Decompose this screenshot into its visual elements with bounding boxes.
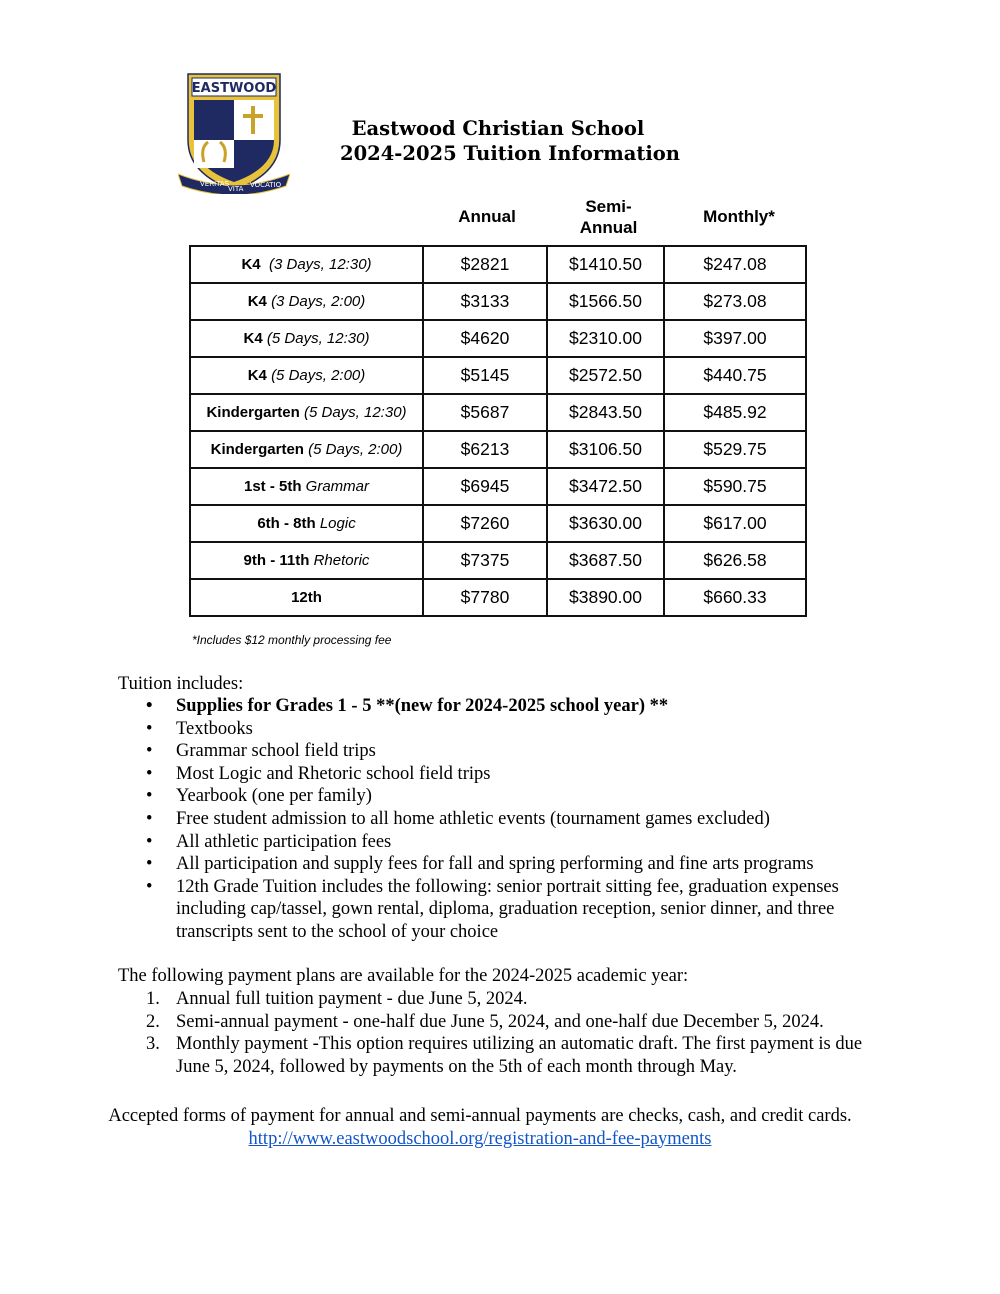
grade-level-cell	[190, 505, 423, 542]
annual-cell: $7260	[423, 505, 547, 542]
annual-cell: $6945	[423, 468, 547, 505]
annual-cell: $4620	[423, 320, 547, 357]
monthly-cell: $590.75	[664, 468, 806, 505]
list-item	[146, 1033, 896, 1078]
table-row	[190, 394, 806, 431]
table-row	[190, 431, 806, 468]
monthly-cell: $247.08	[664, 246, 806, 283]
grade-detail: Rhetoric	[313, 552, 370, 569]
list-item	[146, 1011, 896, 1034]
semi-annual-cell: $2572.50	[547, 357, 664, 394]
accepted-payments-note	[90, 1105, 870, 1150]
list-number: 3.	[146, 1034, 160, 1055]
annual-cell: $7375	[423, 542, 547, 579]
grade-level-cell	[190, 246, 423, 283]
grade-detail: Grammar	[305, 478, 370, 495]
registration-fee-payments-link[interactable]: http://www.eastwoodschool.org/registration-and-fee-payments	[248, 1128, 712, 1149]
grade-detail: (5 Days, 2:00)	[271, 367, 366, 384]
semi-annual-cell: $2843.50	[547, 394, 664, 431]
crest-name: EASTWOOD	[191, 81, 277, 96]
grade-level-cell	[190, 468, 423, 505]
list-item: • All participation and supply fees for fall and spring performing and fine arts programs	[176, 853, 896, 876]
grade-level-cell	[190, 283, 423, 320]
grade-label: Kindergarten	[206, 404, 300, 421]
semi-annual-cell: $3890.00	[547, 579, 664, 616]
processing-fee-footnote: *Includes $12 monthly processing fee	[192, 633, 392, 647]
document-title: 2024-2025 Tuition Information	[340, 142, 680, 165]
payment-plans-heading: The following payment plans are available for the 2024-2025 academic year:	[118, 966, 689, 986]
grade-label: 6th - 8th	[257, 515, 316, 532]
semi-annual-cell: $3687.50	[547, 542, 664, 579]
column-header-semi-annual: Semi- Annual	[579, 197, 638, 237]
list-text: Semi-annual payment - one-half due June 5, 2024, and one-half due December 5, 2024.	[176, 1011, 824, 1032]
grade-detail: (3 Days, 12:30)	[268, 256, 372, 273]
list-item: • Textbooks	[176, 718, 896, 741]
annual-cell: $5687	[423, 394, 547, 431]
monthly-cell: $485.92	[664, 394, 806, 431]
grade-label: 1st - 5th	[243, 478, 302, 495]
list-text: Monthly payment -This option requires utilizing an automatic draft. The first payment is due June 5, 2024, followed by payments on the 5th of each month through May.	[176, 1034, 863, 1077]
grade-label: 9th - 11th	[243, 552, 310, 569]
list-number: 2.	[146, 1011, 160, 1032]
table-row	[190, 283, 806, 320]
annual-cell: $7780	[423, 579, 547, 616]
crest-motto-2: VITA	[228, 185, 244, 193]
monthly-cell: $273.08	[664, 283, 806, 320]
grade-level-cell	[190, 394, 423, 431]
monthly-cell: $529.75	[664, 431, 806, 468]
monthly-cell: $626.58	[664, 542, 806, 579]
document-header	[300, 116, 720, 166]
crest-motto-3: VOCATIO	[250, 181, 282, 189]
list-text: Annual full tuition payment - due June 5, 2024.	[176, 989, 528, 1009]
grade-label: K4	[247, 293, 267, 310]
list-item: • Yearbook (one per family)	[176, 785, 896, 808]
list-item: • Most Logic and Rhetoric school field trips	[176, 763, 896, 786]
list-item: • 12th Grade Tuition includes the following: senior portrait sitting fee, graduation expenses including cap/tassel, gown rental, diploma, graduation reception, senior dinner, and three transcripts sent to the school of your choice	[176, 876, 896, 944]
school-name: Eastwood Christian School	[351, 117, 645, 140]
list-number: 1.	[146, 989, 160, 1009]
school-crest-logo	[178, 70, 290, 194]
grade-level-cell	[190, 357, 423, 394]
list-item: • All athletic participation fees	[176, 831, 896, 854]
accepted-payments-text: Accepted forms of payment for annual and semi-annual payments are checks, cash, and credit cards.	[108, 1106, 852, 1126]
annual-cell: $2821	[423, 246, 547, 283]
grade-level-cell	[190, 320, 423, 357]
semi-annual-cell: $3106.50	[547, 431, 664, 468]
grade-label: K4	[243, 330, 263, 347]
table-row	[190, 468, 806, 505]
list-item	[146, 988, 896, 1011]
grade-level-cell	[190, 542, 423, 579]
grade-detail: (5 Days, 12:30)	[303, 404, 407, 421]
grade-detail: (5 Days, 12:30)	[266, 330, 370, 347]
monthly-cell: $397.00	[664, 320, 806, 357]
table-row	[190, 357, 806, 394]
annual-cell: $5145	[423, 357, 547, 394]
grade-detail: (3 Days, 2:00)	[271, 293, 366, 310]
column-header-monthly: Monthly*	[703, 207, 775, 226]
monthly-cell: $440.75	[664, 357, 806, 394]
semi-annual-cell: $3472.50	[547, 468, 664, 505]
grade-level-cell	[190, 431, 423, 468]
table-row	[190, 505, 806, 542]
list-item: • Grammar school field trips	[176, 740, 896, 763]
list-item: • Supplies for Grades 1 - 5 **(new for 2024-2025 school year) **	[176, 695, 896, 718]
monthly-cell: $660.33	[664, 579, 806, 616]
payment-plans-list	[146, 988, 896, 1078]
table-row	[190, 579, 806, 616]
tuition-includes-list	[176, 695, 896, 944]
list-item: • Free student admission to all home athletic events (tournament games excluded)	[176, 808, 896, 831]
grade-label: Kindergarten	[210, 441, 304, 458]
semi-annual-cell: $1566.50	[547, 283, 664, 320]
semi-annual-cell: $2310.00	[547, 320, 664, 357]
grade-label: 12th	[291, 589, 322, 606]
tuition-includes-heading: Tuition includes:	[118, 674, 244, 694]
annual-cell: $3133	[423, 283, 547, 320]
grade-detail: Logic	[319, 515, 356, 532]
table-row	[190, 320, 806, 357]
grade-label: K4	[247, 367, 267, 384]
grade-detail: (5 Days, 2:00)	[308, 441, 403, 458]
grade-label: K4	[241, 256, 261, 273]
grade-level-cell	[190, 579, 423, 616]
annual-cell: $6213	[423, 431, 547, 468]
table-row	[190, 246, 806, 283]
semi-annual-cell: $3630.00	[547, 505, 664, 542]
semi-annual-cell: $1410.50	[547, 246, 664, 283]
column-header-annual: Annual	[458, 207, 516, 226]
monthly-cell: $617.00	[664, 505, 806, 542]
table-row	[190, 542, 806, 579]
crest-motto-1: VERITAS	[200, 180, 230, 188]
tuition-table	[189, 245, 807, 617]
